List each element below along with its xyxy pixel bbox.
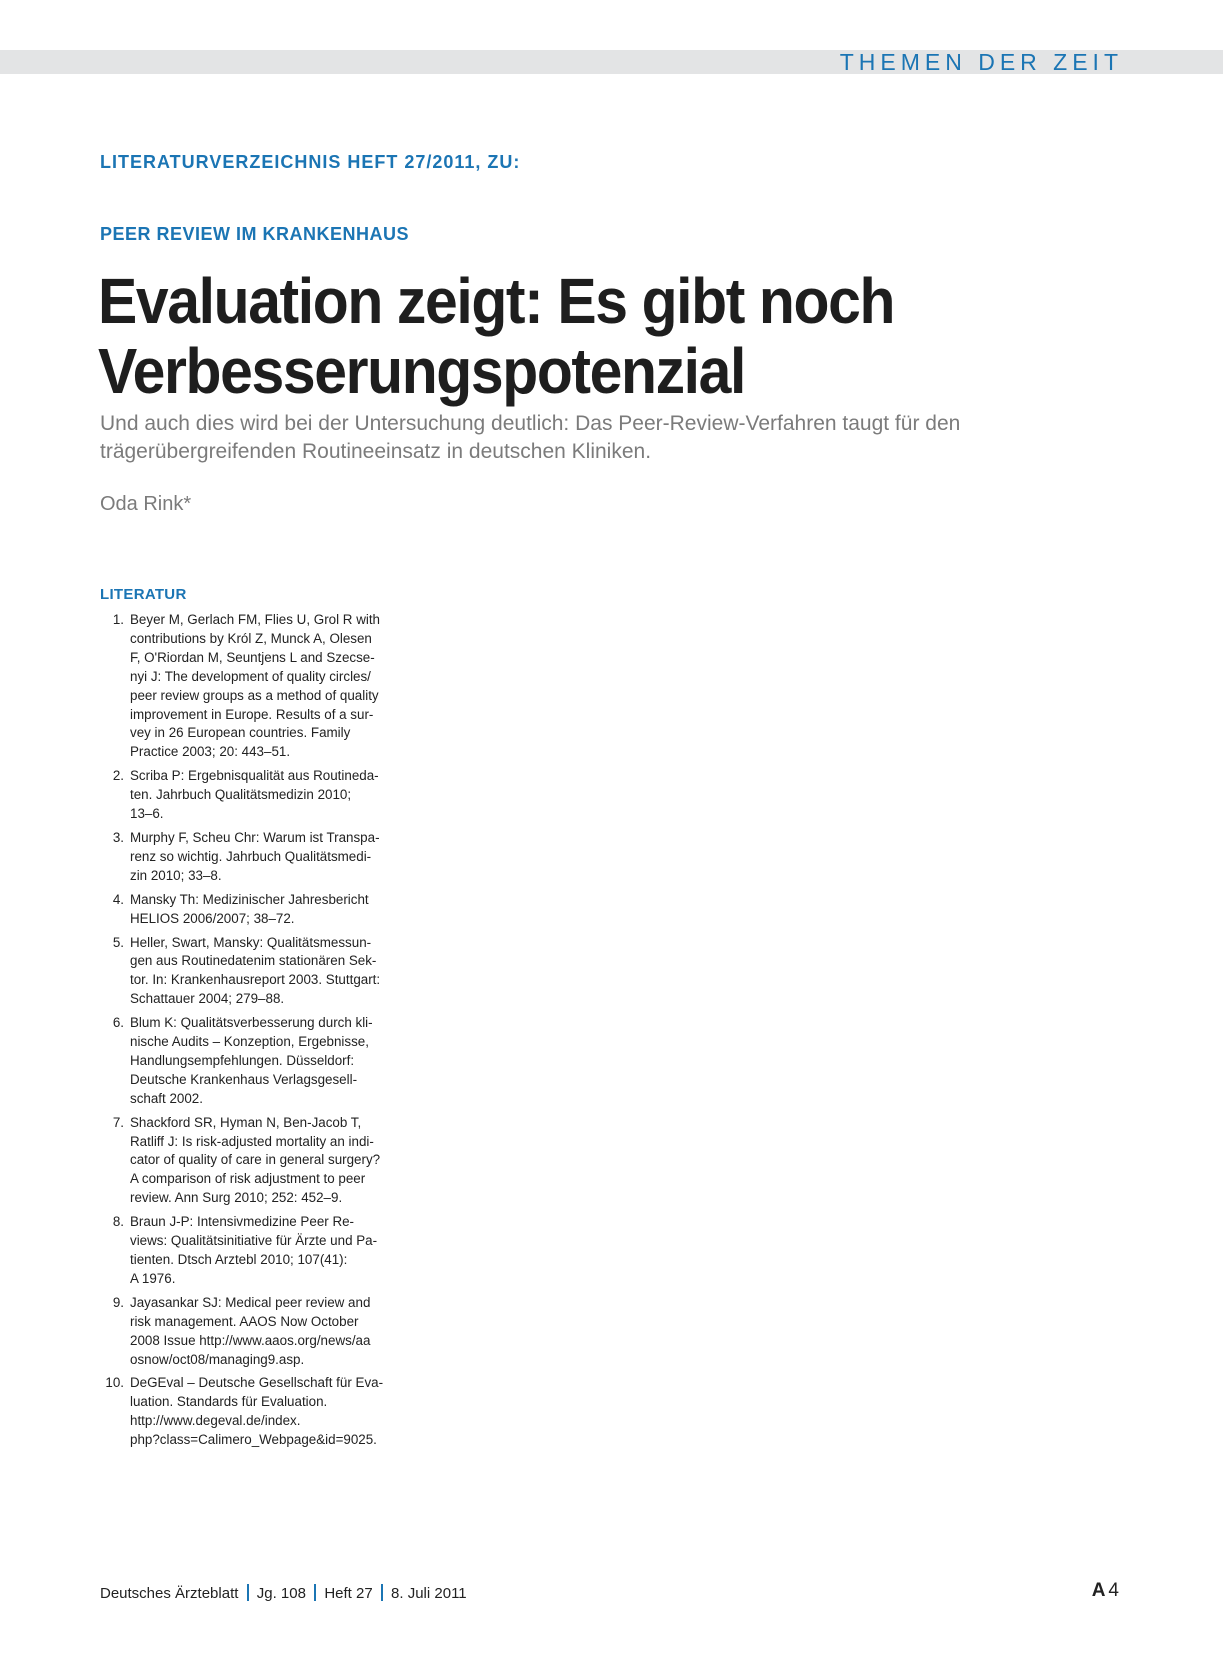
reference-text [130, 829, 382, 886]
reference-line: improvement in Europe. Results of a sur- [130, 706, 374, 722]
reference-line: Heller, Swart, Mansky: Qualitätsmessun- [130, 934, 372, 950]
reference-number: 8. [112, 1214, 124, 1230]
footer-separator [247, 1584, 249, 1601]
references-list [100, 611, 382, 1455]
reference-number: 5. [112, 934, 124, 950]
headline-line: Evaluation zeigt: Es gibt noch [98, 265, 895, 337]
reference-line: HELIOS 2006/2007; 38–72. [130, 910, 295, 926]
reference-line: Practice 2003; 20: 443–51. [130, 744, 291, 760]
reference-text [130, 611, 382, 762]
reference-line: renz so wichtig. Jahrbuch Qualitätsmedi- [130, 848, 372, 864]
reference-line: A comparison of risk adjustment to peer [130, 1171, 366, 1187]
reference-line: Shackford SR, Hyman N, Ben-Jacob T, [130, 1114, 362, 1130]
reference-item [100, 891, 382, 929]
references-title: LITERATUR [100, 586, 187, 603]
reference-text [130, 891, 382, 929]
reference-line: vey in 26 European countries. Family [130, 725, 351, 741]
reference-text [130, 1294, 382, 1370]
article-author: Oda Rink* [100, 493, 192, 515]
reference-text [130, 1114, 382, 1209]
reference-number: 1. [112, 612, 124, 627]
reference-line: Ratliff J: Is risk-adjusted mortality an indi- [130, 1133, 374, 1149]
reference-item [100, 1114, 382, 1209]
reference-number: 6. [112, 1015, 124, 1031]
footer-separator [381, 1584, 383, 1601]
reference-line: tor. In: Krankenhausreport 2003. Stuttgart: [130, 972, 381, 988]
reference-number: 4. [112, 891, 124, 907]
reference-line: 13–6. [130, 806, 164, 822]
page-footer [100, 1584, 467, 1602]
reference-number: 9. [112, 1294, 124, 1310]
reference-text [130, 767, 382, 824]
reference-line: ten. Jahrbuch Qualitätsmedizin 2010; [130, 787, 352, 803]
reference-line: review. Ann Surg 2010; 252: 452–9. [130, 1190, 343, 1206]
reference-text [130, 1374, 383, 1450]
page-prefix: A [1091, 1580, 1106, 1601]
reference-line: php?class=Calimero_Webpage&id=9025. [130, 1432, 377, 1448]
reference-item [100, 767, 382, 824]
reference-line: luation. Standards für Evaluation. [130, 1394, 328, 1410]
reference-line: zin 2010; 33–8. [130, 867, 222, 883]
reference-line: contributions by Król Z, Munck A, Olesen [130, 630, 372, 646]
reference-line: Murphy F, Scheu Chr: Warum ist Transpa- [130, 829, 380, 845]
reference-line: DeGEval – Deutsche Gesellschaft für Eva- [130, 1375, 384, 1391]
reference-line: Mansky Th: Medizinischer Jahresbericht [130, 891, 369, 907]
footer-issue: Heft 27 [324, 1585, 373, 1602]
reference-line: tienten. Dtsch Arztebl 2010; 107(41): [130, 1252, 348, 1267]
reference-line: Scriba P: Ergebnisqualität aus Routineda- [130, 768, 379, 784]
footer-date: 8. Juli 2011 [391, 1585, 467, 1602]
reference-item [100, 1213, 382, 1289]
reference-number: 10. [105, 1375, 124, 1391]
reference-number: 3. [112, 829, 124, 845]
reference-line: osnow/oct08/managing9.asp. [130, 1351, 305, 1367]
reference-item [100, 934, 382, 1010]
reference-line: Blum K: Qualitätsverbesserung durch kli- [130, 1015, 373, 1031]
footer-separator [314, 1584, 316, 1601]
reference-line: views: Qualitätsinitiative für Ärzte und Pa- [130, 1233, 378, 1249]
reference-line: Beyer M, Gerlach FM, Flies U, Grol R with [130, 612, 381, 627]
article-kicker: PEER REVIEW IM KRANKENHAUS [100, 224, 410, 244]
section-label: THEMEN DER ZEIT [839, 49, 1123, 75]
reference-item [100, 1014, 382, 1109]
reference-number: 7. [112, 1114, 124, 1130]
reference-line: 2008 Issue http://www.aaos.org/news/aa [130, 1332, 371, 1348]
reference-line: Braun J-P: Intensivmedizine Peer Re- [130, 1214, 355, 1230]
article-subtitle: Und auch dies wird bei der Untersuchung deutlich: Das Peer-Review-Verfahren taugt für den trägerübergreifenden Routineeinsatz in deutschen Kliniken. [100, 412, 961, 463]
reference-line: schaft 2002. [130, 1090, 203, 1106]
reference-line: cator of quality of care in general surgery? [130, 1152, 381, 1168]
reference-line: peer review groups as a method of quality [130, 687, 379, 703]
headline-line: Verbesserungspotenzial [98, 335, 745, 407]
footer-journal: Deutsches Ärzteblatt [100, 1585, 239, 1602]
article-headline [98, 266, 926, 406]
reference-text [130, 934, 382, 1010]
literature-heading: LITERATURVERZEICHNIS HEFT 27/2011, ZU: [100, 152, 521, 172]
reference-item [100, 611, 382, 762]
reference-line: A 1976. [130, 1270, 176, 1286]
reference-line: Handlungsempfehlungen. Düsseldorf: [130, 1052, 355, 1068]
reference-line: F, O'Riordan M, Seuntjens L and Szecse- [130, 649, 375, 665]
reference-line: Deutsche Krankenhaus Verlagsgesell- [130, 1071, 358, 1087]
reference-number: 2. [112, 768, 124, 784]
reference-item [100, 1374, 382, 1450]
reference-line: http://www.degeval.de/index. [130, 1413, 301, 1429]
reference-line: risk management. AAOS Now October [130, 1313, 359, 1329]
reference-line: Jayasankar SJ: Medical peer review and [130, 1294, 371, 1310]
reference-text [130, 1213, 382, 1289]
reference-line: Schattauer 2004; 279–88. [130, 991, 285, 1007]
reference-text [130, 1014, 382, 1109]
page-number [1092, 1580, 1119, 1602]
reference-line: nische Audits – Konzeption, Ergebnisse, [130, 1034, 369, 1050]
footer-volume: Jg. 108 [256, 1585, 306, 1602]
page-number-value: 4 [1108, 1580, 1119, 1601]
reference-line: nyi J: The development of quality circles/ [130, 668, 371, 684]
reference-item [100, 829, 382, 886]
reference-item [100, 1294, 382, 1370]
reference-line: gen aus Routinedatenim stationären Sek- [130, 953, 377, 969]
